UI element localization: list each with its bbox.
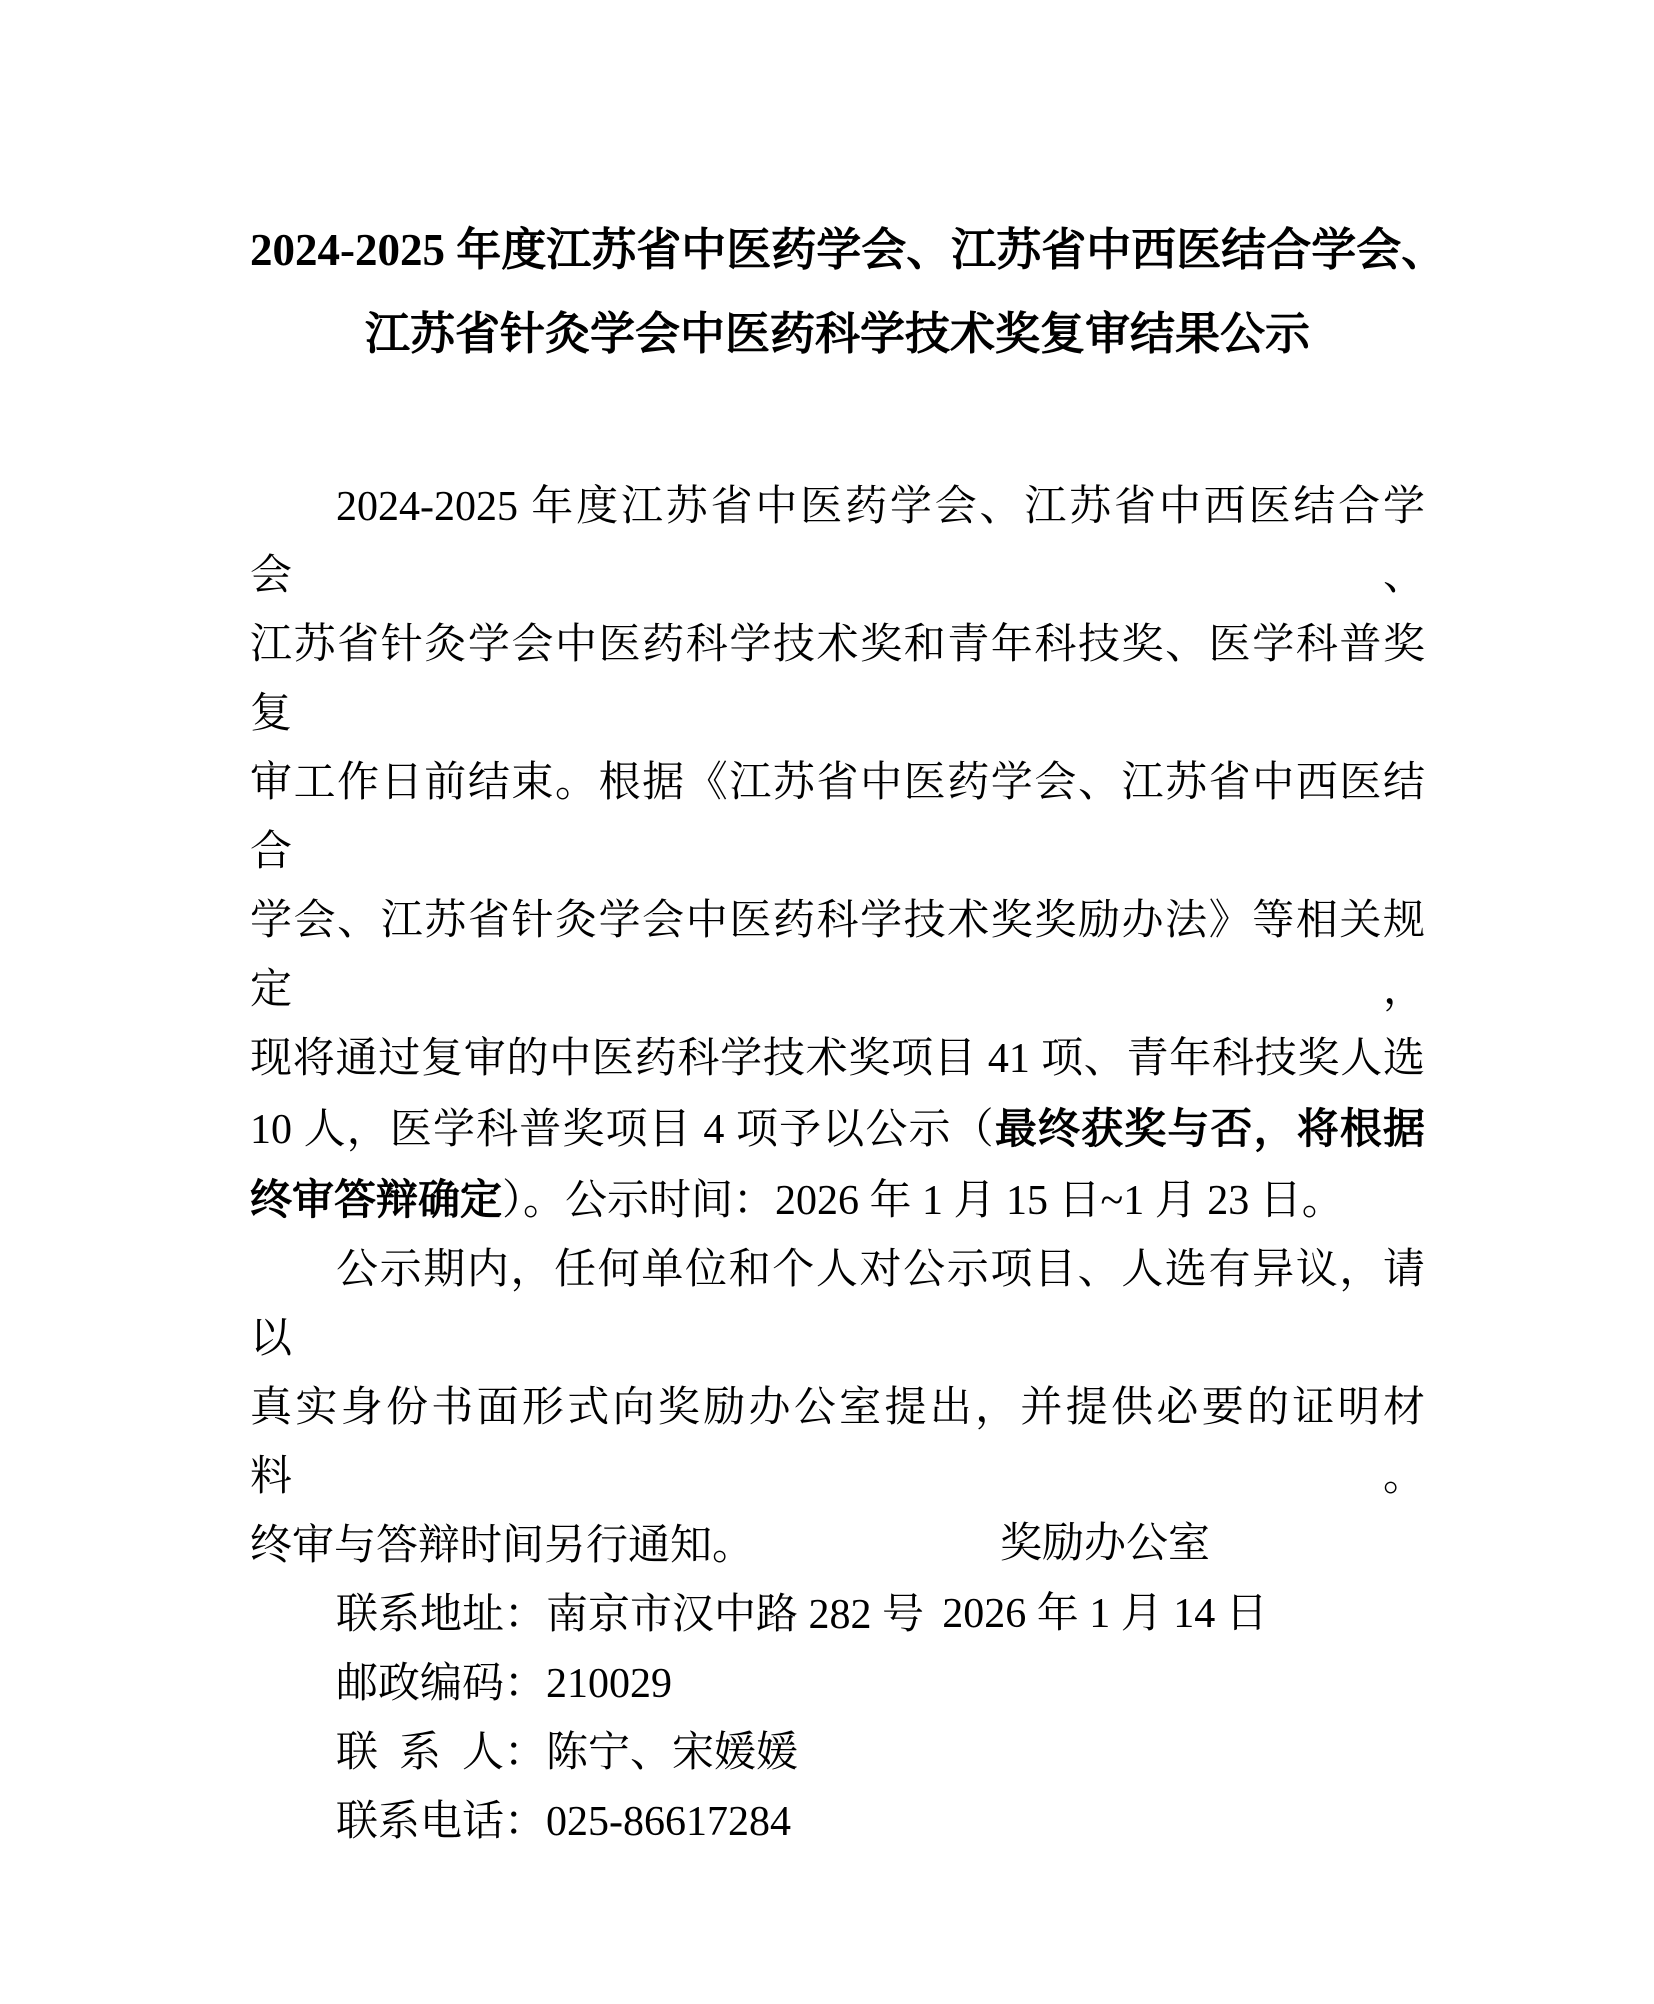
body-text: 终审与答辩时间另行通知。 <box>250 1523 755 1569</box>
body-line <box>250 887 1425 1025</box>
body-text: 学会、江苏省针灸学会中医药科学技术奖奖励办法》等相关规定， <box>250 898 1425 1013</box>
contact-postcode-line <box>250 1650 1425 1719</box>
colon: ： <box>504 1799 547 1845</box>
contact-person-value: 陈宁、宋媛媛 <box>546 1730 799 1776</box>
body-text: 公示期内，任何单位和个人对公示项目、人选有异议，请以 <box>250 1247 1425 1362</box>
body-line <box>250 473 1425 611</box>
body-text: 江苏省针灸学会中医药科学技术奖和青年科技奖、医学科普奖复 <box>250 622 1425 737</box>
body-line <box>250 1094 1425 1165</box>
document-title-line2: 江苏省针灸学会中医药科学技术奖复审结果公示 <box>364 309 1310 359</box>
body-text-bold: 终审答辩确定 <box>250 1176 503 1223</box>
body-line <box>250 1236 1425 1374</box>
colon: ： <box>504 1592 547 1638</box>
body-text-bold: 最终获奖与否，将根据 <box>994 1105 1425 1152</box>
document-title <box>250 208 1447 376</box>
body-line <box>250 1025 1425 1094</box>
colon: ： <box>504 1730 547 1776</box>
contact-phone-value: 025-86617284 <box>546 1799 792 1845</box>
contact-person-line <box>250 1719 1425 1788</box>
contact-phone-label: 联系电话 <box>336 1799 505 1845</box>
body-line <box>250 749 1425 887</box>
body-text: 10 人，医学科普奖项目 4 项予以公示（ <box>250 1107 995 1153</box>
contact-postcode-value: 210029 <box>546 1661 673 1707</box>
signature <box>860 1509 1350 1649</box>
document-title-line1: 2024-2025 年度江苏省中医药学会、江苏省中西医结合学会、 <box>250 225 1447 275</box>
contact-person-label: 联系人 <box>336 1730 504 1776</box>
signature-org: 奖励办公室 <box>999 1521 1210 1567</box>
colon: ： <box>504 1661 547 1707</box>
body-text: 现将通过复审的中医药科学技术奖项目 41 项、青年科技奖人选 <box>250 1036 1425 1082</box>
body-text: 审工作日前结束。根据《江苏省中医药学会、江苏省中西医结合 <box>250 760 1425 875</box>
body-text: ）。公示时间：2026 年 1 月 15 日~1 月 23 日。 <box>502 1178 1344 1224</box>
contact-phone-line <box>250 1788 1425 1857</box>
body-line <box>250 1165 1425 1236</box>
contact-postcode-label: 邮政编码 <box>336 1661 505 1707</box>
body-text: 2024-2025 年度江苏省中医药学会、江苏省中西医结合学会、 <box>250 484 1425 599</box>
contact-address-value: 南京市汉中路 282 号 <box>546 1592 925 1638</box>
body-line <box>250 1374 1425 1512</box>
signature-date: 2026 年 1 月 14 日 <box>942 1591 1268 1637</box>
document-body <box>250 473 1425 1857</box>
body-line <box>250 611 1425 749</box>
body-text: 真实身份书面形式向奖励办公室提出，并提供必要的证明材料。 <box>250 1385 1425 1500</box>
contact-address-label: 联系地址 <box>336 1592 505 1638</box>
